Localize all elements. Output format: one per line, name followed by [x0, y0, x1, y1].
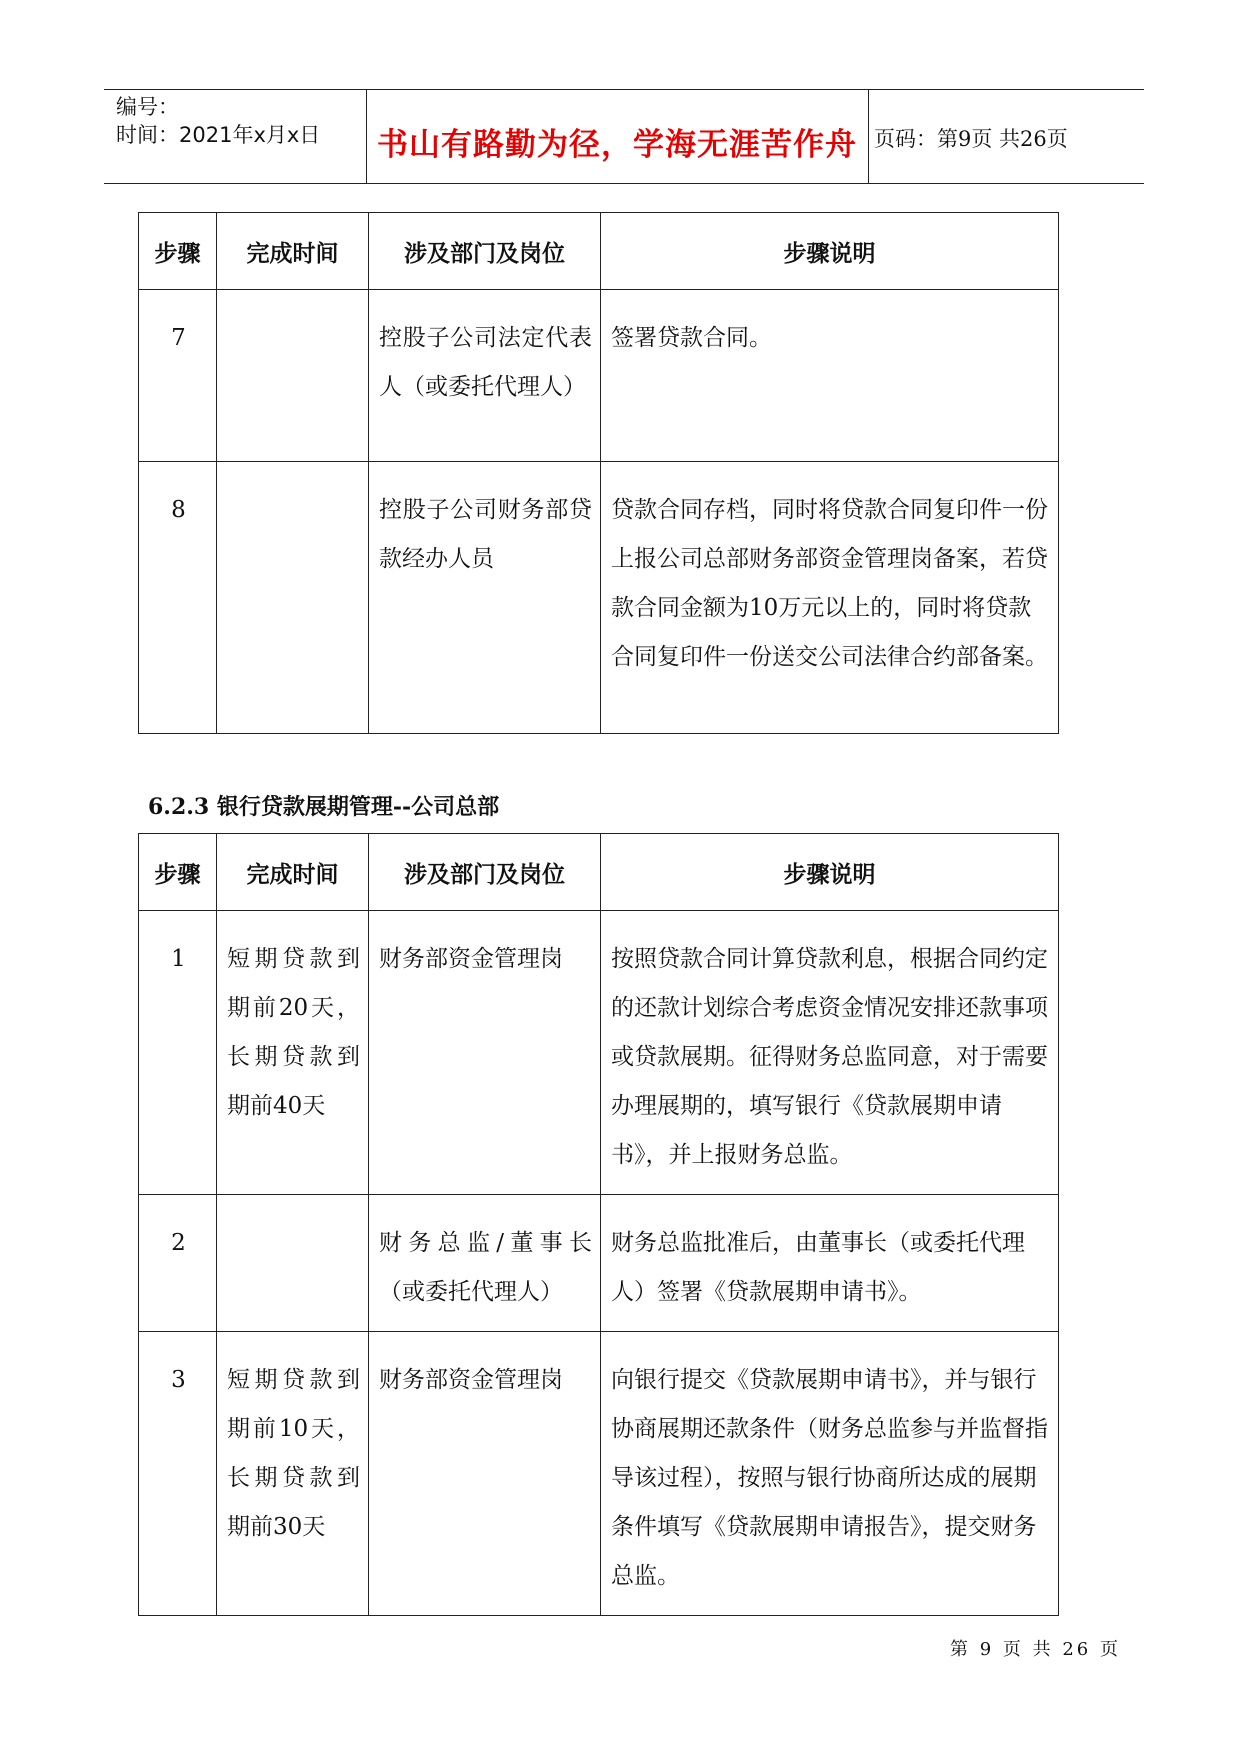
department: 财务部资金管理岗 — [369, 1332, 601, 1616]
table-row — [139, 1195, 1059, 1332]
steps-table-1 — [138, 212, 1059, 734]
table-row — [139, 1332, 1059, 1616]
step-number: 8 — [139, 462, 217, 734]
department: 财务总监/董事长（或委托代理人） — [369, 1195, 601, 1332]
col-header-step: 步骤 — [139, 834, 217, 911]
table-header-row — [139, 834, 1059, 911]
number-label: 编号： — [116, 95, 179, 119]
header-page-info: 页码：第9页 共26页 — [874, 127, 1068, 151]
department: 控股子公司法定代表人（或委托代理人） — [369, 290, 601, 462]
col-header-desc: 步骤说明 — [601, 213, 1059, 290]
header-divider — [868, 89, 869, 184]
header-top-rule — [104, 89, 1144, 90]
header-meta — [116, 93, 320, 149]
completion-time: 短期贷款到期前10天，长期贷款到期前30天 — [217, 1332, 369, 1616]
step-description: 向银行提交《贷款展期申请书》，并与银行协商展期还款条件（财务总监参与并监督指导该过程），按照与银行协商所达成的展期条件填写《贷款展期申请报告》，提交财务总监。 — [601, 1332, 1059, 1616]
department: 财务部资金管理岗 — [369, 911, 601, 1195]
step-number: 7 — [139, 290, 217, 462]
page-header — [104, 89, 1144, 184]
completion-time: 短期贷款到期前20天，长期贷款到期前40天 — [217, 911, 369, 1195]
step-description: 按照贷款合同计算贷款利息，根据合同约定的还款计划综合考虑资金情况安排还款事项或贷款展期。征得财务总监同意，对于需要办理展期的，填写银行《贷款展期申请书》，并上报财务总监。 — [601, 911, 1059, 1195]
step-description: 签署贷款合同。 — [601, 290, 1059, 462]
page-footer: 第 9 页 共 26 页 — [950, 1639, 1121, 1660]
col-header-dept: 涉及部门及岗位 — [369, 213, 601, 290]
col-header-dept: 涉及部门及岗位 — [369, 834, 601, 911]
table-header-row — [139, 213, 1059, 290]
col-header-desc: 步骤说明 — [601, 834, 1059, 911]
department: 控股子公司财务部贷款经办人员 — [369, 462, 601, 734]
motto: 书山有路勤为径，学海无涯苦作舟 — [377, 127, 857, 163]
step-number: 1 — [139, 911, 217, 1195]
col-header-time: 完成时间 — [217, 834, 369, 911]
step-description: 贷款合同存档，同时将贷款合同复印件一份上报公司总部财务部资金管理岗备案，若贷款合同金额为10万元以上的，同时将贷款合同复印件一份送交公司法律合约部备案。 — [601, 462, 1059, 734]
step-number: 3 — [139, 1332, 217, 1616]
section-title: 6.2.3 银行贷款展期管理--公司总部 — [148, 794, 500, 820]
step-number: 2 — [139, 1195, 217, 1332]
steps-table-2 — [138, 833, 1059, 1616]
table-row — [139, 462, 1059, 734]
header-bottom-rule — [104, 183, 1144, 184]
completion-time — [217, 1195, 369, 1332]
completion-time — [217, 462, 369, 734]
table-row — [139, 911, 1059, 1195]
table-row — [139, 290, 1059, 462]
header-divider — [366, 89, 367, 184]
col-header-step: 步骤 — [139, 213, 217, 290]
completion-time — [217, 290, 369, 462]
step-description: 财务总监批准后，由董事长（或委托代理人）签署《贷款展期申请书》。 — [601, 1195, 1059, 1332]
col-header-time: 完成时间 — [217, 213, 369, 290]
time-label: 时间：2021年x月x日 — [116, 123, 321, 147]
